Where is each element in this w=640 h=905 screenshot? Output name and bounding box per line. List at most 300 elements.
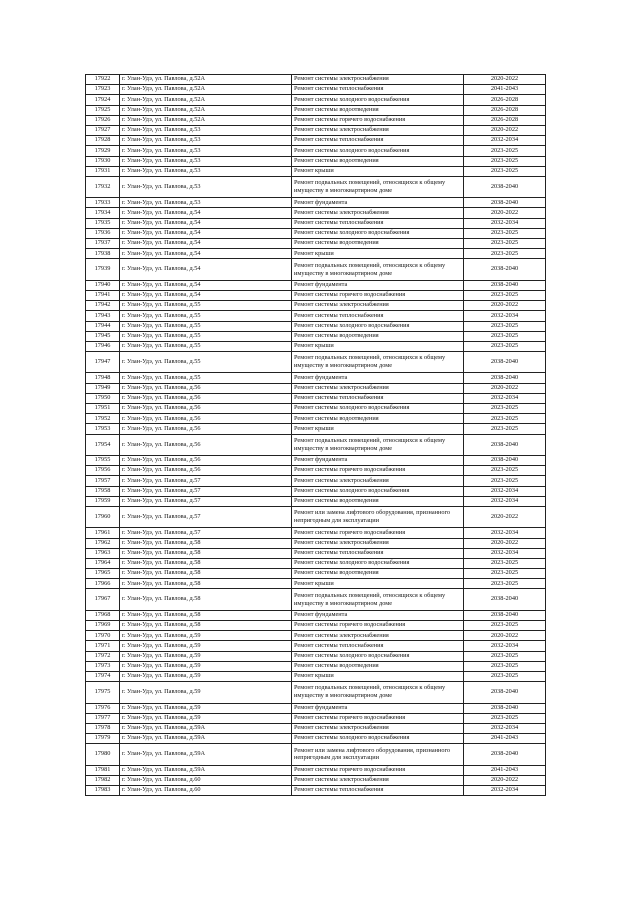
work-type-cell: Ремонт подвальных помещений, относящихся к общему имуществу в многоквартирном доме [292, 682, 464, 703]
period-cell: 2032-2034 [464, 311, 546, 321]
row-number-cell: 17981 [86, 765, 120, 775]
work-type-cell: Ремонт системы водоотведения [292, 661, 464, 671]
row-number-cell: 17967 [86, 589, 120, 610]
address-cell: г. Улан-Удэ, ул. Павлова, д.54 [120, 259, 292, 280]
period-cell: 2041-2043 [464, 734, 546, 744]
address-cell: г. Улан-Удэ, ул. Павлова, д.56 [120, 456, 292, 466]
address-cell: г. Улан-Удэ, ул. Павлова, д.58 [120, 589, 292, 610]
address-cell: г. Улан-Удэ, ул. Павлова, д.59А [120, 744, 292, 765]
table-row [86, 661, 546, 671]
period-cell: 2023-2025 [464, 661, 546, 671]
table-row [86, 321, 546, 331]
table-row [86, 610, 546, 620]
address-cell: г. Улан-Удэ, ул. Павлова, д.53 [120, 136, 292, 146]
address-cell: г. Улан-Удэ, ул. Павлова, д.56 [120, 383, 292, 393]
work-type-cell: Ремонт системы теплоснабжения [292, 786, 464, 796]
period-cell: 2020-2022 [464, 506, 546, 527]
work-type-cell: Ремонт системы холодного водоснабжения [292, 651, 464, 661]
period-cell: 2023-2025 [464, 331, 546, 341]
address-cell: г. Улан-Удэ, ул. Павлова, д.56 [120, 404, 292, 414]
work-type-cell: Ремонт системы холодного водоснабжения [292, 228, 464, 238]
address-cell: г. Улан-Удэ, ул. Павлова, д.58 [120, 569, 292, 579]
table-row [86, 228, 546, 238]
row-number-cell: 17945 [86, 331, 120, 341]
period-cell: 2023-2025 [464, 414, 546, 424]
work-type-cell: Ремонт фундамента [292, 610, 464, 620]
work-type-cell: Ремонт системы водоотведения [292, 331, 464, 341]
row-number-cell: 17949 [86, 383, 120, 393]
period-cell: 2023-2025 [464, 569, 546, 579]
table-row [86, 703, 546, 713]
address-cell: г. Улан-Удэ, ул. Павлова, д.56 [120, 434, 292, 455]
period-cell: 2038-2040 [464, 176, 546, 197]
row-number-cell: 17937 [86, 239, 120, 249]
row-number-cell: 17961 [86, 528, 120, 538]
address-cell: г. Улан-Удэ, ул. Павлова, д.52А [120, 115, 292, 125]
work-type-cell: Ремонт фундамента [292, 703, 464, 713]
work-type-cell: Ремонт подвальных помещений, относящихся к общему имуществу в многоквартирном доме [292, 176, 464, 197]
table-row [86, 476, 546, 486]
work-type-cell: Ремонт системы холодного водоснабжения [292, 486, 464, 496]
row-number-cell: 17924 [86, 95, 120, 105]
work-type-cell: Ремонт крыши [292, 424, 464, 434]
row-number-cell: 17947 [86, 352, 120, 373]
table-row [86, 558, 546, 568]
address-cell: г. Улан-Удэ, ул. Павлова, д.56 [120, 414, 292, 424]
work-type-cell: Ремонт системы теплоснабжения [292, 641, 464, 651]
period-cell: 2023-2025 [464, 671, 546, 681]
address-cell: г. Улан-Удэ, ул. Павлова, д.54 [120, 228, 292, 238]
table-row [86, 786, 546, 796]
period-cell: 2023-2025 [464, 239, 546, 249]
table-row [86, 496, 546, 506]
period-cell: 2032-2034 [464, 528, 546, 538]
work-type-cell: Ремонт фундамента [292, 373, 464, 383]
row-number-cell: 17957 [86, 476, 120, 486]
table-row [86, 352, 546, 373]
period-cell: 2032-2034 [464, 496, 546, 506]
work-type-cell: Ремонт системы электроснабжения [292, 476, 464, 486]
work-type-cell: Ремонт системы теплоснабжения [292, 218, 464, 228]
address-cell: г. Улан-Удэ, ул. Павлова, д.60 [120, 775, 292, 785]
row-number-cell: 17955 [86, 456, 120, 466]
row-number-cell: 17948 [86, 373, 120, 383]
period-cell: 2038-2040 [464, 589, 546, 610]
address-cell: г. Улан-Удэ, ул. Павлова, д.59А [120, 734, 292, 744]
address-cell: г. Улан-Удэ, ул. Павлова, д.54 [120, 208, 292, 218]
row-number-cell: 17960 [86, 506, 120, 527]
work-type-cell: Ремонт системы горячего водоснабжения [292, 115, 464, 125]
period-cell: 2038-2040 [464, 259, 546, 280]
work-type-cell: Ремонт подвальных помещений, относящихся к общему имуществу в многоквартирном доме [292, 352, 464, 373]
period-cell: 2023-2025 [464, 321, 546, 331]
period-cell: 2023-2025 [464, 166, 546, 176]
table-row [86, 621, 546, 631]
work-type-cell: Ремонт системы электроснабжения [292, 383, 464, 393]
address-cell: г. Улан-Удэ, ул. Павлова, д.56 [120, 393, 292, 403]
period-cell: 2038-2040 [464, 703, 546, 713]
address-cell: г. Улан-Удэ, ул. Павлова, д.54 [120, 249, 292, 259]
period-cell: 2038-2040 [464, 373, 546, 383]
address-cell: г. Улан-Удэ, ул. Павлова, д.54 [120, 280, 292, 290]
address-cell: г. Улан-Удэ, ул. Павлова, д.59 [120, 682, 292, 703]
period-cell: 2023-2025 [464, 156, 546, 166]
row-number-cell: 17965 [86, 569, 120, 579]
address-cell: г. Улан-Удэ, ул. Павлова, д.59 [120, 631, 292, 641]
row-number-cell: 17950 [86, 393, 120, 403]
row-number-cell: 17952 [86, 414, 120, 424]
row-number-cell: 17969 [86, 621, 120, 631]
table-row [86, 589, 546, 610]
table-row [86, 393, 546, 403]
period-cell: 2020-2022 [464, 383, 546, 393]
address-cell: г. Улан-Удэ, ул. Павлова, д.57 [120, 506, 292, 527]
period-cell: 2023-2025 [464, 290, 546, 300]
row-number-cell: 17932 [86, 176, 120, 197]
work-type-cell: Ремонт системы электроснабжения [292, 775, 464, 785]
row-number-cell: 17964 [86, 558, 120, 568]
period-cell: 2023-2025 [464, 621, 546, 631]
table-row [86, 259, 546, 280]
address-cell: г. Улан-Удэ, ул. Павлова, д.55 [120, 352, 292, 373]
address-cell: г. Улан-Удэ, ул. Павлова, д.59А [120, 723, 292, 733]
address-cell: г. Улан-Удэ, ул. Павлова, д.55 [120, 331, 292, 341]
address-cell: г. Улан-Удэ, ул. Павлова, д.53 [120, 146, 292, 156]
address-cell: г. Улан-Удэ, ул. Павлова, д.58 [120, 610, 292, 620]
table-row [86, 506, 546, 527]
table-row [86, 528, 546, 538]
period-cell: 2038-2040 [464, 610, 546, 620]
period-cell: 2020-2022 [464, 538, 546, 548]
work-type-cell: Ремонт системы водоотведения [292, 414, 464, 424]
table-row [86, 125, 546, 135]
table-row [86, 734, 546, 744]
table-row [86, 671, 546, 681]
address-cell: г. Улан-Удэ, ул. Павлова, д.57 [120, 528, 292, 538]
row-number-cell: 17953 [86, 424, 120, 434]
row-number-cell: 17975 [86, 682, 120, 703]
work-type-cell: Ремонт системы электроснабжения [292, 301, 464, 311]
period-cell: 2020-2022 [464, 775, 546, 785]
address-cell: г. Улан-Удэ, ул. Павлова, д.59А [120, 765, 292, 775]
row-number-cell: 17935 [86, 218, 120, 228]
work-type-cell: Ремонт системы горячего водоснабжения [292, 765, 464, 775]
address-cell: г. Улан-Удэ, ул. Павлова, д.54 [120, 239, 292, 249]
period-cell: 2032-2034 [464, 641, 546, 651]
work-type-cell: Ремонт подвальных помещений, относящихся к общему имуществу в многоквартирном доме [292, 434, 464, 455]
table-row [86, 486, 546, 496]
table-row [86, 424, 546, 434]
work-type-cell: Ремонт системы водоотведения [292, 239, 464, 249]
row-number-cell: 17971 [86, 641, 120, 651]
table-row [86, 341, 546, 351]
row-number-cell: 17944 [86, 321, 120, 331]
row-number-cell: 17940 [86, 280, 120, 290]
period-cell: 2041-2043 [464, 85, 546, 95]
address-cell: г. Улан-Удэ, ул. Павлова, д.59 [120, 703, 292, 713]
address-cell: г. Улан-Удэ, ул. Павлова, д.52А [120, 105, 292, 115]
work-type-cell: Ремонт крыши [292, 166, 464, 176]
period-cell: 2038-2040 [464, 434, 546, 455]
period-cell: 2023-2025 [464, 466, 546, 476]
row-number-cell: 17966 [86, 579, 120, 589]
address-cell: г. Улан-Удэ, ул. Павлова, д.52А [120, 85, 292, 95]
period-cell: 2038-2040 [464, 456, 546, 466]
work-type-cell: Ремонт подвальных помещений, относящихся к общему имуществу в многоквартирном доме [292, 259, 464, 280]
row-number-cell: 17929 [86, 146, 120, 156]
table-row [86, 414, 546, 424]
period-cell: 2023-2025 [464, 579, 546, 589]
row-number-cell: 17934 [86, 208, 120, 218]
address-cell: г. Улан-Удэ, ул. Павлова, д.58 [120, 548, 292, 558]
row-number-cell: 17938 [86, 249, 120, 259]
address-cell: г. Улан-Удэ, ул. Павлова, д.55 [120, 311, 292, 321]
period-cell: 2032-2034 [464, 218, 546, 228]
work-type-cell: Ремонт системы водоотведения [292, 569, 464, 579]
work-type-cell: Ремонт крыши [292, 671, 464, 681]
row-number-cell: 17954 [86, 434, 120, 455]
row-number-cell: 17928 [86, 136, 120, 146]
period-cell: 2038-2040 [464, 682, 546, 703]
row-number-cell: 17922 [86, 75, 120, 85]
period-cell: 2023-2025 [464, 558, 546, 568]
address-cell: г. Улан-Удэ, ул. Павлова, д.53 [120, 198, 292, 208]
work-type-cell: Ремонт крыши [292, 249, 464, 259]
address-cell: г. Улан-Удэ, ул. Павлова, д.57 [120, 496, 292, 506]
work-type-cell: Ремонт или замена лифтового оборудования, признанного непригодным для эксплуатации [292, 506, 464, 527]
work-type-cell: Ремонт системы теплоснабжения [292, 548, 464, 558]
table-row [86, 311, 546, 321]
table-row [86, 456, 546, 466]
row-number-cell: 17926 [86, 115, 120, 125]
work-type-cell: Ремонт системы электроснабжения [292, 631, 464, 641]
address-cell: г. Улан-Удэ, ул. Павлова, д.58 [120, 538, 292, 548]
work-type-cell: Ремонт системы холодного водоснабжения [292, 321, 464, 331]
address-cell: г. Улан-Удэ, ул. Павлова, д.54 [120, 290, 292, 300]
row-number-cell: 17977 [86, 713, 120, 723]
period-cell: 2032-2034 [464, 393, 546, 403]
table-row [86, 723, 546, 733]
row-number-cell: 17978 [86, 723, 120, 733]
row-number-cell: 17951 [86, 404, 120, 414]
table-row [86, 105, 546, 115]
address-cell: г. Улан-Удэ, ул. Павлова, д.53 [120, 166, 292, 176]
period-cell: 2026-2028 [464, 115, 546, 125]
row-number-cell: 17959 [86, 496, 120, 506]
work-type-cell: Ремонт системы электроснабжения [292, 538, 464, 548]
row-number-cell: 17933 [86, 198, 120, 208]
table-row [86, 290, 546, 300]
row-number-cell: 17958 [86, 486, 120, 496]
work-type-cell: Ремонт системы электроснабжения [292, 75, 464, 85]
period-cell: 2020-2022 [464, 631, 546, 641]
table-row [86, 404, 546, 414]
table-row [86, 383, 546, 393]
row-number-cell: 17972 [86, 651, 120, 661]
work-type-cell: Ремонт системы холодного водоснабжения [292, 734, 464, 744]
table-row [86, 631, 546, 641]
address-cell: г. Улан-Удэ, ул. Павлова, д.56 [120, 424, 292, 434]
row-number-cell: 17941 [86, 290, 120, 300]
work-type-cell: Ремонт системы горячего водоснабжения [292, 466, 464, 476]
period-cell: 2032-2034 [464, 486, 546, 496]
work-type-cell: Ремонт системы водоотведения [292, 105, 464, 115]
row-number-cell: 17939 [86, 259, 120, 280]
table-row [86, 249, 546, 259]
address-cell: г. Улан-Удэ, ул. Павлова, д.60 [120, 786, 292, 796]
table-row [86, 641, 546, 651]
address-cell: г. Улан-Удэ, ул. Павлова, д.53 [120, 156, 292, 166]
work-type-cell: Ремонт крыши [292, 341, 464, 351]
table-row [86, 146, 546, 156]
table-row [86, 569, 546, 579]
table-row [86, 301, 546, 311]
address-cell: г. Улан-Удэ, ул. Павлова, д.59 [120, 713, 292, 723]
period-cell: 2032-2034 [464, 723, 546, 733]
address-cell: г. Улан-Удэ, ул. Павлова, д.59 [120, 671, 292, 681]
table-row [86, 198, 546, 208]
address-cell: г. Улан-Удэ, ул. Павлова, д.59 [120, 651, 292, 661]
work-type-cell: Ремонт фундамента [292, 198, 464, 208]
address-cell: г. Улан-Удэ, ул. Павлова, д.57 [120, 476, 292, 486]
table-row [86, 651, 546, 661]
work-type-cell: Ремонт системы водоотведения [292, 156, 464, 166]
capital-repair-schedule-table [85, 74, 546, 796]
period-cell: 2023-2025 [464, 228, 546, 238]
work-type-cell: Ремонт системы теплоснабжения [292, 136, 464, 146]
table-row [86, 538, 546, 548]
table-row [86, 280, 546, 290]
period-cell: 2026-2028 [464, 95, 546, 105]
period-cell: 2032-2034 [464, 786, 546, 796]
address-cell: г. Улан-Удэ, ул. Павлова, д.58 [120, 579, 292, 589]
work-type-cell: Ремонт системы водоотведения [292, 496, 464, 506]
row-number-cell: 17936 [86, 228, 120, 238]
table-row [86, 744, 546, 765]
table-row [86, 136, 546, 146]
table-row [86, 373, 546, 383]
address-cell: г. Улан-Удэ, ул. Павлова, д.52А [120, 95, 292, 105]
table-row [86, 775, 546, 785]
period-cell: 2038-2040 [464, 744, 546, 765]
work-type-cell: Ремонт системы горячего водоснабжения [292, 713, 464, 723]
period-cell: 2023-2025 [464, 249, 546, 259]
table-row [86, 331, 546, 341]
row-number-cell: 17963 [86, 548, 120, 558]
address-cell: г. Улан-Удэ, ул. Павлова, д.58 [120, 558, 292, 568]
address-cell: г. Улан-Удэ, ул. Павлова, д.57 [120, 486, 292, 496]
row-number-cell: 17970 [86, 631, 120, 641]
row-number-cell: 17982 [86, 775, 120, 785]
period-cell: 2023-2025 [464, 476, 546, 486]
table-row [86, 95, 546, 105]
period-cell: 2041-2043 [464, 765, 546, 775]
row-number-cell: 17962 [86, 538, 120, 548]
period-cell: 2038-2040 [464, 280, 546, 290]
address-cell: г. Улан-Удэ, ул. Павлова, д.55 [120, 373, 292, 383]
work-type-cell: Ремонт подвальных помещений, относящихся к общему имуществу в многоквартирном доме [292, 589, 464, 610]
period-cell: 2023-2025 [464, 404, 546, 414]
row-number-cell: 17956 [86, 466, 120, 476]
row-number-cell: 17974 [86, 671, 120, 681]
row-number-cell: 17979 [86, 734, 120, 744]
row-number-cell: 17931 [86, 166, 120, 176]
row-number-cell: 17968 [86, 610, 120, 620]
address-cell: г. Улан-Удэ, ул. Павлова, д.53 [120, 176, 292, 197]
row-number-cell: 17946 [86, 341, 120, 351]
period-cell: 2020-2022 [464, 125, 546, 135]
work-type-cell: Ремонт системы холодного водоснабжения [292, 95, 464, 105]
address-cell: г. Улан-Удэ, ул. Павлова, д.52А [120, 75, 292, 85]
address-cell: г. Улан-Удэ, ул. Павлова, д.59 [120, 661, 292, 671]
period-cell: 2038-2040 [464, 352, 546, 373]
table-row [86, 166, 546, 176]
period-cell: 2023-2025 [464, 651, 546, 661]
table-row [86, 434, 546, 455]
period-cell: 2038-2040 [464, 198, 546, 208]
row-number-cell: 17927 [86, 125, 120, 135]
row-number-cell: 17942 [86, 301, 120, 311]
table-row [86, 239, 546, 249]
table-row [86, 713, 546, 723]
work-type-cell: Ремонт системы электроснабжения [292, 723, 464, 733]
work-type-cell: Ремонт системы теплоснабжения [292, 85, 464, 95]
work-type-cell: Ремонт фундамента [292, 456, 464, 466]
table-row [86, 466, 546, 476]
period-cell: 2023-2025 [464, 146, 546, 156]
work-type-cell: Ремонт крыши [292, 579, 464, 589]
address-cell: г. Улан-Удэ, ул. Павлова, д.55 [120, 341, 292, 351]
table-row [86, 156, 546, 166]
work-type-cell: Ремонт или замена лифтового оборудования, признанного непригодным для эксплуатации [292, 744, 464, 765]
period-cell: 2026-2028 [464, 105, 546, 115]
row-number-cell: 17976 [86, 703, 120, 713]
table-row [86, 115, 546, 125]
work-type-cell: Ремонт фундамента [292, 280, 464, 290]
period-cell: 2020-2022 [464, 301, 546, 311]
address-cell: г. Улан-Удэ, ул. Павлова, д.55 [120, 321, 292, 331]
period-cell: 2023-2025 [464, 341, 546, 351]
table-row [86, 85, 546, 95]
table-row [86, 75, 546, 85]
address-cell: г. Улан-Удэ, ул. Павлова, д.55 [120, 301, 292, 311]
period-cell: 2023-2025 [464, 424, 546, 434]
period-cell: 2032-2034 [464, 136, 546, 146]
work-type-cell: Ремонт системы холодного водоснабжения [292, 146, 464, 156]
table-body [86, 75, 546, 796]
address-cell: г. Улан-Удэ, ул. Павлова, д.53 [120, 125, 292, 135]
table-row [86, 176, 546, 197]
row-number-cell: 17983 [86, 786, 120, 796]
period-cell: 2020-2022 [464, 75, 546, 85]
table-row [86, 218, 546, 228]
work-type-cell: Ремонт системы теплоснабжения [292, 393, 464, 403]
work-type-cell: Ремонт системы холодного водоснабжения [292, 404, 464, 414]
work-type-cell: Ремонт системы холодного водоснабжения [292, 558, 464, 568]
address-cell: г. Улан-Удэ, ул. Павлова, д.58 [120, 621, 292, 631]
row-number-cell: 17925 [86, 105, 120, 115]
work-type-cell: Ремонт системы электроснабжения [292, 125, 464, 135]
work-type-cell: Ремонт системы горячего водоснабжения [292, 621, 464, 631]
row-number-cell: 17980 [86, 744, 120, 765]
period-cell: 2023-2025 [464, 713, 546, 723]
table-row [86, 548, 546, 558]
address-cell: г. Улан-Удэ, ул. Павлова, д.59 [120, 641, 292, 651]
address-cell: г. Улан-Удэ, ул. Павлова, д.54 [120, 218, 292, 228]
row-number-cell: 17930 [86, 156, 120, 166]
table-row [86, 579, 546, 589]
period-cell: 2020-2022 [464, 208, 546, 218]
